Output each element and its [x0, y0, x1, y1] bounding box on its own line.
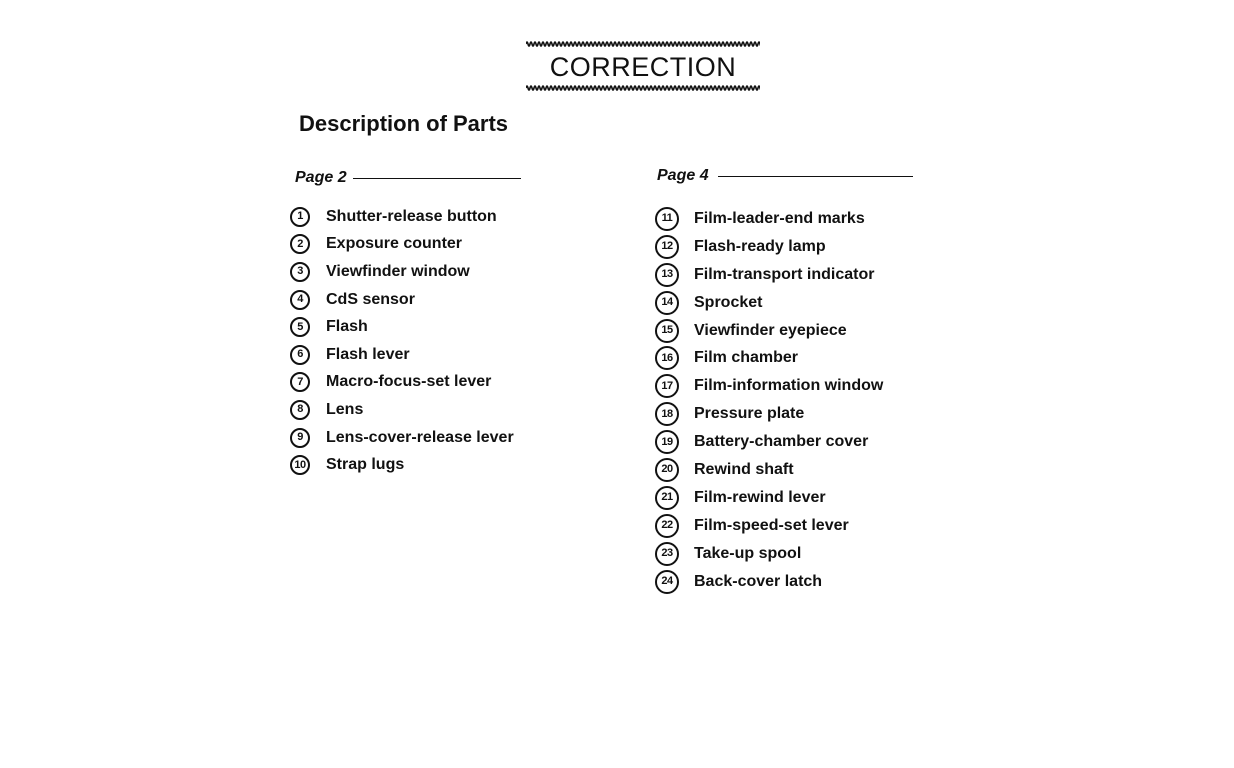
part-label: Flash: [326, 318, 368, 336]
number-badge: 11: [655, 207, 679, 231]
part-label: Flash lever: [326, 345, 410, 363]
number-badge: 16: [655, 346, 679, 370]
number-badge: 5: [290, 317, 310, 337]
column-header-page-4: [657, 166, 913, 186]
list-item: [655, 428, 883, 456]
part-label: Film-leader-end marks: [694, 209, 865, 227]
number-badge: 19: [655, 430, 679, 454]
part-label: Macro-focus-set lever: [326, 373, 492, 391]
part-label: Sprocket: [694, 293, 763, 311]
list-item: [290, 203, 514, 231]
list-item: [655, 568, 883, 596]
number-badge: 8: [290, 400, 310, 420]
part-label: Pressure plate: [694, 405, 805, 423]
list-item: [290, 396, 514, 424]
list-item: [290, 313, 514, 341]
number-badge: 3: [290, 262, 310, 282]
list-item: [655, 512, 883, 540]
number-badge: 21: [655, 486, 679, 510]
header-rule: [353, 178, 521, 179]
number-badge: 24: [655, 570, 679, 594]
part-label: Battery-chamber cover: [694, 433, 869, 451]
part-label: Back-cover latch: [694, 572, 823, 590]
wavy-underline-bottom: [526, 84, 760, 92]
list-item: [655, 317, 883, 345]
number-badge: 7: [290, 372, 310, 392]
part-label: CdS sensor: [326, 290, 415, 308]
part-label: Lens-cover-release lever: [326, 428, 514, 446]
number-badge: 2: [290, 234, 310, 254]
part-label: Film-rewind lever: [694, 488, 826, 506]
number-badge: 6: [290, 345, 310, 365]
list-item: [655, 205, 883, 233]
part-label: Flash-ready lamp: [694, 237, 826, 255]
part-label: Film-speed-set lever: [694, 516, 849, 534]
number-badge: 1: [290, 207, 310, 227]
part-label: Viewfinder window: [326, 262, 470, 280]
number-badge: 13: [655, 263, 679, 287]
list-item: [655, 289, 883, 317]
column-header-page-2: [295, 168, 521, 188]
list-item: [290, 286, 514, 314]
list-item: [655, 344, 883, 372]
list-item: [290, 258, 514, 286]
number-badge: 12: [655, 235, 679, 259]
header-rule: [718, 176, 913, 177]
page-label: Page 4: [657, 167, 709, 184]
number-badge: 15: [655, 319, 679, 343]
list-item: [655, 484, 883, 512]
parts-list-page-2: [290, 203, 514, 479]
part-label: Shutter-release button: [326, 207, 497, 225]
number-badge: 23: [655, 542, 679, 566]
part-label: Film-transport indicator: [694, 265, 875, 283]
parts-list-page-4: [655, 205, 883, 595]
number-badge: 17: [655, 374, 679, 398]
list-item: [655, 400, 883, 428]
part-label: Exposure counter: [326, 235, 463, 253]
number-badge: 22: [655, 514, 679, 538]
number-badge: 20: [655, 458, 679, 482]
page-title: CORRECTION: [549, 52, 737, 82]
list-item: [655, 261, 883, 289]
part-label: Strap lugs: [326, 456, 405, 474]
part-label: Lens: [326, 400, 364, 418]
number-badge: 18: [655, 402, 679, 426]
list-item: [655, 372, 883, 400]
section-heading: Description of Parts: [299, 111, 509, 136]
number-badge: 10: [290, 455, 310, 475]
part-label: Take-up spool: [694, 544, 802, 562]
list-item: [290, 231, 514, 259]
part-label: Film chamber: [694, 349, 799, 367]
part-label: Viewfinder eyepiece: [694, 321, 847, 339]
list-item: [290, 369, 514, 397]
list-item: [655, 233, 883, 261]
list-item: [655, 540, 883, 568]
list-item: [290, 451, 514, 479]
list-item: [655, 456, 883, 484]
number-badge: 4: [290, 290, 310, 310]
list-item: [290, 424, 514, 452]
part-label: Rewind shaft: [694, 460, 794, 478]
list-item: [290, 341, 514, 369]
page-label: Page 2: [295, 169, 347, 186]
number-badge: 9: [290, 428, 310, 448]
wavy-underline-top: [526, 40, 760, 48]
part-label: Film-information window: [694, 377, 884, 395]
number-badge: 14: [655, 291, 679, 315]
